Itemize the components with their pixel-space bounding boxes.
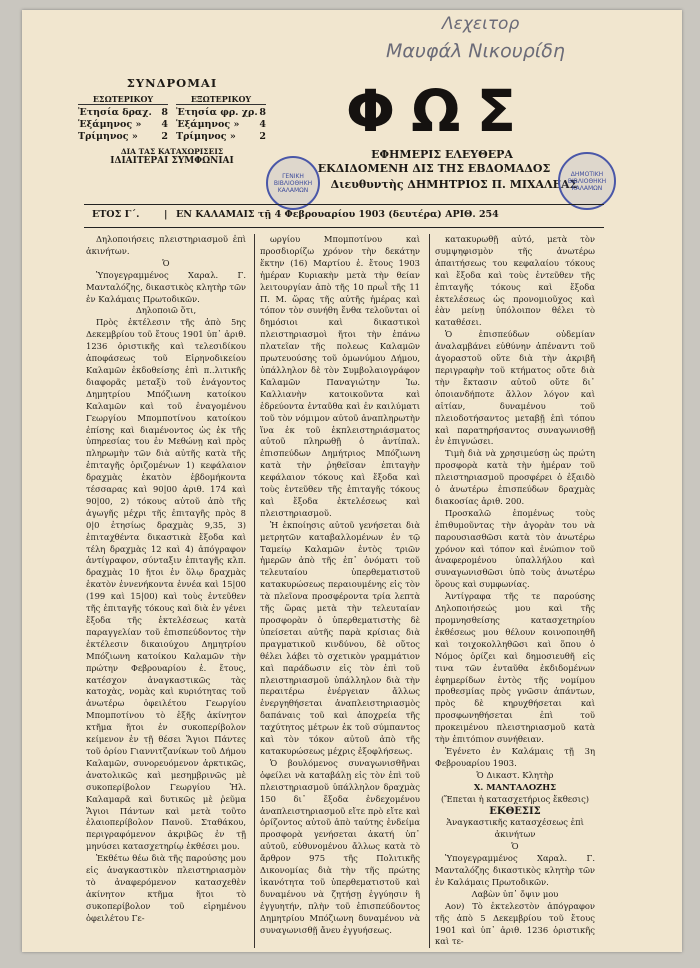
signature-title: Ὁ Δικαστ. Κλητὴρ xyxy=(476,769,554,780)
section-subheading: Ἀναγκαστικῆς κατασχέσεως ἐπὶ ἀκινήτων xyxy=(446,817,584,840)
notice-paragraph: Ὑπογεγραμμένος Χαραλ. Γ. Μανταλόζης δικαστικὸς κλητὴρ τῶν ἐν Καλάμαις Πρωτοδικῶν. xyxy=(435,853,595,887)
subscription-row xyxy=(78,107,168,119)
interior-heading: ΕΣΩΤΕΡΙΚΟΥ xyxy=(78,94,168,105)
stamp-text: ΔΗΜΟΤΙΚΗ ΒΙΒΛΙΟΘΗΚΗ ΚΑΛΑΜΩΝ xyxy=(567,170,607,192)
handwritten-note-top: Λεχειτορ xyxy=(442,14,520,34)
newspaper-page xyxy=(22,10,682,952)
article-column-3 xyxy=(435,234,595,948)
library-stamp-right xyxy=(558,152,616,210)
row-label: Ἑξάμηνος » xyxy=(176,119,240,130)
signature-name: Χ. ΜΑΝΤΑΛΟΖΗΣ xyxy=(473,781,557,792)
notice-article: Ὁ xyxy=(162,257,170,268)
notice-paragraph: Ἡ ἐκποίησις αὐτοῦ γενήσεται διὰ μετρητῶν καταβαλλομένων ἐν τῷ Ταμείῳ Καλαμῶν ἐντὸς τριῶν ἡμερῶν ἀπὸ τῆς ἐπ᾿ ὀνόματι τοῦ τελευταίου ὑπερθεματιστοῦ κατακυρώσεως περαιουμένης εἰς τὸν τὰ πλεῖονα προσφέροντα τρία λεπτὰ τῆς ὥρας μετὰ τὴν τελευταίαν προσφορὰν ὁ ὑπερθεματιστὴς δὲ ὑπείσεται αὐτῆς παρὰ κρίσιας διὰ πραγματικοῦ κινδύνου, δὲ οὕτος θέλει λάβει τὸ σχετικὸν γραμμάτιον καὶ παράδωσιν εἰς τὸν ἐπὶ τοῦ πλειστηριασμοῦ ὑπάλληλον διὰ τὴν περαιτέρω ἐνέργειαν ἄλλως ἐνεργηθήσεται ἀναπλειστηριασμὸς δαπάναις τοῦ καὶ ἀποχρεία τῆς ταχύτητος μέτρων ἐκ τοῦ σύμπαντος καὶ τὸν τόκον αὐτοῦ ἀπὸ τῆς κατακυρώσεως μέχρις ἐξοφλήσεως. xyxy=(260,519,420,756)
row-value: 8 xyxy=(259,107,266,118)
row-label: Ἐτησία φρ. χρ. xyxy=(176,107,258,118)
subscription-row xyxy=(176,107,266,119)
issue-year: ΕΤΟΣ Γ΄. xyxy=(92,209,140,220)
row-value: 4 xyxy=(259,119,266,130)
row-label: Τρίμηνος » xyxy=(78,131,138,142)
section-heading: ΕΚΘΕΣΙΣ xyxy=(489,805,541,817)
notice-paragraph: ωργίου Μπομποτίνου καὶ προσδιορίζω χρόνον τὴν δεκάτην ἕκτην (16) Μαρτίου ἐ. ἔτους 1903 ἡμέραν Κυριακὴν μετὰ τὴν θείαν λειτουργίαν ἀπὸ τῆς 10 πρωῒ τῆς 11 Π. Μ. ὥρας τῆς αὐτῆς ἡμέρας καὶ τόπον τὸν συνήθη ἔνθα τελοῦνται οἱ δημόσιοι καὶ δικαστικοὶ πλειστηριασμοὶ ἤτοι τὴν ἐπάνω πλατεῖαν τῆς πολεως Καλαμῶν πρωτευούσης τοῦ ὁμωνύμου Δήμου, ὑπάλληλον δὲ τὸν Συμβολαιογράφον Καλαμῶν Παναγιώτην Ἰω. Καλλιανὴν κατοικοῦντα καὶ ἑδρεύοντα ἐνταῦθα καὶ ἐν καιλύματι τοῦ τὸν νόμιμον αὐτοῦ ἀναπληρωτὴν ἵνα ἐκ τοῦ ἐκπλειστηριάσματος αὐτοῦ πληρωθῇ ὁ ἀντίπαλ. ἐπισπεύδων Δημήτριος Μπόζιωνη κατὰ τὴν ῥηθεῖσαν ἐπιταγὴν κεφάλαιον τόκους καὶ ἔξοδα καὶ τοὺς ἐντεῦθεν τῆς ἐπιταγῆς τόκους καὶ ἔξοδα ἐκτελέσεως καὶ πλειστηριασμοῦ. xyxy=(260,234,420,518)
column-divider xyxy=(254,234,255,948)
handwritten-note-name: Μαυφάλ Νικουρίδη xyxy=(386,40,565,62)
masthead-subtitle: ΕΦΗΜΕΡΙΣ ΕΛΕΥΘΕΡΑ xyxy=(371,148,513,161)
notice-paragraph: Ὁ βουλόμενος συναγωνισθῆναι ὀφείλει νὰ καταβάλῃ εἰς τὸν ἐπὶ τοῦ πλειστηριασμοῦ ὑπάλληλον δραχμὰς 150 δι᾿ ἔξοδα ἐνδεχομένου ἀναπλειστηριασμοῦ εἴτε πρὸ εἴτε καὶ ὁρίζοντος αὐτοῦ ἀπὸ ταύτης ἐνδείμα προσφορὰ γενήσεται ἀκατή ὑπ᾿ αὐτοῦ, εὐθυνομένου ἄλλως κατὰ τὸ ἄρθρον 975 τῆς Πολιτικῆς Δικονομίας διὰ τὴν τῆς πρώτης ἱκανότητα τοῦ ὑπερθεματιστοῦ καὶ δυναμένου νὰ ζητήσῃ ἐγγύησιν ἢ ἐγγυητήν, πλὴν τοῦ ἐπισπεύδοντος Δημητρίου Μπόζιωνη δυναμένου νὰ συναγωνισθῇ ἄνευ ἐγγυήσεως. xyxy=(260,757,420,935)
row-value: 8 xyxy=(161,107,168,118)
header-rule xyxy=(84,204,604,205)
row-value: 2 xyxy=(259,131,266,142)
subscription-note: ΔΙΑ ΤΑΣ ΚΑΤΑΧΩΡΙΣΕΙΣ xyxy=(120,147,224,156)
header-rule xyxy=(84,227,604,228)
newspaper-title: ΦΩΣ xyxy=(345,77,533,145)
subscription-exterior xyxy=(176,94,266,143)
row-label: Ἐτησία δραχ. xyxy=(78,107,152,118)
issue-place-date: ΕΝ ΚΑΛΑΜΑΙΣ τῇ 4 Φεβρουαρίου 1903 (δευτέρα) ΑΡΙΘ. 254 xyxy=(176,209,499,220)
notice-heading: Δηλοποιήσεις πλειστηριασμοῦ ἐπὶ ἀκινήτων. xyxy=(86,234,246,256)
column-divider xyxy=(429,234,430,948)
notice-paragraph: Αον) Τὸ ἐκτελεστὸν ἀπόγραφον τῆς ἀπὸ 5 Δεκεμβρίου τοῦ ἔτους 1901 καὶ ὑπ᾿ ἀριθ. 1236 ὁριστικῆς καὶ τε- xyxy=(435,900,595,947)
article-column-2 xyxy=(260,234,420,936)
notice-paragraph: Τιμὴ διὰ νὰ χρησιμεύσῃ ὡς πρώτη προσφορὰ κατὰ τὴν ἡμέραν τοῦ πλειστηριασμοῦ προσφέρει ὁ ἐξαιδὸ ὁ ἀνωτέρω ἐπισπεύδων δραχμὰς διακοσίας ἀριθ. 200. xyxy=(435,448,595,506)
row-label: Ἑξάμηνος » xyxy=(78,119,142,130)
notice-declaration: Δηλοποιῶ ὅτι, xyxy=(135,305,197,316)
notice-paragraph: Λαβὼν ὑπ᾿ ὄψιν μου xyxy=(471,888,559,899)
library-stamp-left xyxy=(266,156,320,210)
subscription-note-agreements: ΙΔΙΑΙΤΕΡΑΙ ΣΥΜΦΩΝΙΑΙ xyxy=(110,156,234,166)
article-column-1 xyxy=(86,234,246,925)
subscription-interior xyxy=(78,94,168,143)
exterior-heading: ΕΞΩΤΕΡΙΚΟΥ xyxy=(176,94,266,105)
notice-paragraph: κατακυρωθῇ αὐτό, μετὰ τὸν συμψηφισμὸν τῆς ἀνωτέρω ἀπαιτήσεως του κεφαλαίου τόκους καὶ ἔξοδα καὶ τοὺς ἐντεῦθεν τῆς ἐπιταγῆς τόκους καὶ ἔξοδα ἐκτελέσεως ὡς προνομιοῦχος καὶ ἐὰν μείνῃ ὑπόλοιπον θέλει τὸ καταθέσει. xyxy=(435,234,595,328)
issue-separator: | xyxy=(164,209,168,220)
notice-paragraph: Ἐκθέτω θέω διὰ τῆς παρούσης μου εἰς ἀναγκαστικὸν πλειστηριασμὸν τὸ ἀναφερόμενον κατασχεθὲν ἀκίνητον κτῆμα ἤτοι τὸ συκοπερίβολον τοῦ εἰρημένου ὀφειλέτου Γε- xyxy=(86,853,246,923)
subscription-row xyxy=(176,131,266,143)
row-value: 4 xyxy=(161,119,168,130)
notice-article: Ὁ xyxy=(511,841,519,852)
follow-note: (Ἔπεται ἡ κατασχετήριος ἔκθεσις) xyxy=(440,793,590,804)
row-value: 2 xyxy=(161,131,168,142)
row-label: Τρίμηνος » xyxy=(176,131,236,142)
subscription-row xyxy=(176,119,266,131)
notice-date: Ἐγένετο ἐν Καλάμαις τῇ 3η Φεβρουαρίου 1903. xyxy=(435,745,595,768)
notice-paragraph: Ὁ ἐπισπεύδων οὐδεμίαν ἀναλαμβάνει εὐθύνην ἀπέναντι τοῦ ἀγοραστοῦ οὔτε διὰ τὴν ἀκριβῆ περιγραφὴν τοῦ κτήματος οὔτε διὰ τὴν ἔκτασιν αὐτοῦ οὔτε δι᾿ ὁποιανδήποτε ἄλλον λόγον καὶ αἰτίαν, δυναμένου τοῦ πλειοδοτήσαντος μεταβῇ ἐπὶ τόπου καὶ παρατηρήσαντος συναγωνισθῇ ἐν ἐπιγνώσει. xyxy=(435,329,595,447)
notice-paragraph: Ὑπογεγραμμένος Χαραλ. Γ. Μανταλόζης, δικαστικὸς κλητὴρ τῶν ἐν Καλάμαις Πρωτοδικῶν. xyxy=(86,269,246,304)
subscription-row xyxy=(78,119,168,131)
masthead-frequency: ΕΚΔΙΔΟΜΕΝΗ ΔΙΣ ΤΗΣ ΕΒΔΟΜΑΔΟΣ xyxy=(317,162,551,175)
issue-line xyxy=(84,206,604,224)
subscription-title: ΣΥΝΔΡΟΜΑΙ xyxy=(126,76,218,90)
stamp-text: ΓΕΝΙΚΗ ΒΙΒΛΙΟΘΗΚΗ ΚΑΛΑΜΩΝ xyxy=(273,172,313,194)
notice-paragraph: Ἀντίγραφα τῆς τε παρούσης Δηλοποιήσεώς μου καὶ τῆς προμνησθείσης κατασχετηρίου ἐκθέσεως μου θέλουν κοινοποιηθῆ καὶ τοιχοκολληθῶσι καὶ ὅπου ὁ Νόμος ὁρίζει καὶ δημοσιευθῆ εἰς τινα τῶν ἐνταῦθα ἐκδιδομένων ἐφημερίδων ἐντὸς τῆς νομίμου προθεσμίας πρὸς γνῶσιν ἁπάντων, πρὸς δὲ κηρυχθήσεται καὶ προσφωνηθήσεται ἐπὶ τοῦ προκειμένου πλειστηριασμοῦ κατὰ τὴν ἐπιτόπιον συνήθειαν. xyxy=(435,591,595,745)
notice-paragraph: Πρὸς ἐκτέλεσιν τῆς ἀπὸ 5ης Δεκεμβρίου τοῦ ἔτους 1901 ὑπ᾿ ἀριθ. 1236 ὁριστικῆς καὶ τελεσιδίκου ἀποφάσεως τοῦ Εἰρηνοδικείου Καλαμῶν ἐκδοθείσης ἐπὶ π..λιτικῆς διαφορᾶς μεταξὺ τοῦ ἐνάγοντος Δημητρίου Μπόζιωνη κατοίκου Καλαμῶν καὶ τοῦ ἐναγομένου Γεωργίου Μπομποτίνου κατοίκου ἐπίσης καὶ διαμένοντος ὡς ἐκ τῆς ὑπηρεσίας του ἐν Μεθώνῃ καὶ πρὸς πληρωμὴν τῶν διὰ αὐτῆς κατὰ τῆς ἐπιταγῆς ὁριζομένων 1) κεφάλαιον δραχμὰς ἑκατὸν ἑβδομήκοντα τέσσαρας καὶ 90|00 ἀριθ. 174 καὶ 90|00, 2) τόκους αὐτοῦ ἀπὸ τῆς ἀγωγῆς μέχρι τῆς ἐπιταγῆς πρὸς 8 0|0 ἐτησίως δραχμὰς 9,35, 3) ἐπιταχθέντα δικαστικὰ ἔξοδα καὶ τέλη δραχμὰς 12 καὶ 4) ἀπόγραφον ἀντίγραφον, σύνταξιν ἐπιταγῆς κλπ. δραχμὰς 10 ἤτοι ἐν ὅλῳ δραχμὰς ἑκατὸν ἐννενήκοντα ἐννέα καὶ 15|00 (199 καὶ 15|00) καὶ τοὺς ἐντεῦθεν τῆς ἐπιταγῆς τόκους καὶ διὰ ἐν γένει ἔξοδα τῆς ἐκτελέσεως κατὰ παραγγελίαν τοῦ ἐπισπεύδοντος τὴν ἐκτέλεσιν δικαιούχου Δημητρίου Μπόζιωνη κατοίκου Καλαμῶν τὴν πρώτην Φεβρουαρίου ἐ. ἔτους, κατέσχον ἀναγκαστικῶς τὰς κατοχὰς, νομὰς καὶ κυριότητας τοῦ ἀνωτέρω ὀφειλέτου Γεωργίου Μπομποτίνου τὸ ἑξῆς ἀκίνητον κτῆμα ἤτοι ἐν συκοπερίβολον κείμενον ἐν τῇ θέσει Ἅγιοι Πάντες τοῦ ὁρίου Γιαννιτζανίκων τοῦ Δήμου Καλαμῶν, συνορευόμενον ἀρκτικῶς, ἀνατολικῶς καὶ μεσημβρινῶς μὲ συκοπερίβολον Γεωργίου Ἠλ. Καλαμαρᾶ καὶ δυτικῶς μὲ ῥεῦμα Ἅγιοι Πάντων καὶ μετὰ τοῦτο ἐλαιοπερίβολον Πανοῦ. Σταθάκου, περιγραφόμενον ἀκριβῶς ἐν τῇ μηνύσει κατασχετηρίῳ ἐκθέσει μου. xyxy=(86,317,246,852)
subscription-box xyxy=(78,76,266,166)
masthead-director: Διευθυντὴς ΔΗΜΗΤΡΙΟΣ Π. ΜΙΧΑΛΕΑΣ xyxy=(330,178,578,191)
notice-paragraph: Προσκαλῶ ἐπομένως τοὺς ἐπιθυμοῦντας τὴν ἀγορὰν του νὰ παρουσιασθῶσι κατὰ τὸν ἀνωτέρω χρόνον καὶ τόπον καὶ ἐνώπιον τοῦ ἀναφερομένου ὑπαλλήλου καὶ συναγωνισθῶσι ὑπὸ τοὺς ἀνωτέρω ὅρους καὶ συμφωνίας. xyxy=(435,507,595,590)
subscription-row xyxy=(78,131,168,143)
